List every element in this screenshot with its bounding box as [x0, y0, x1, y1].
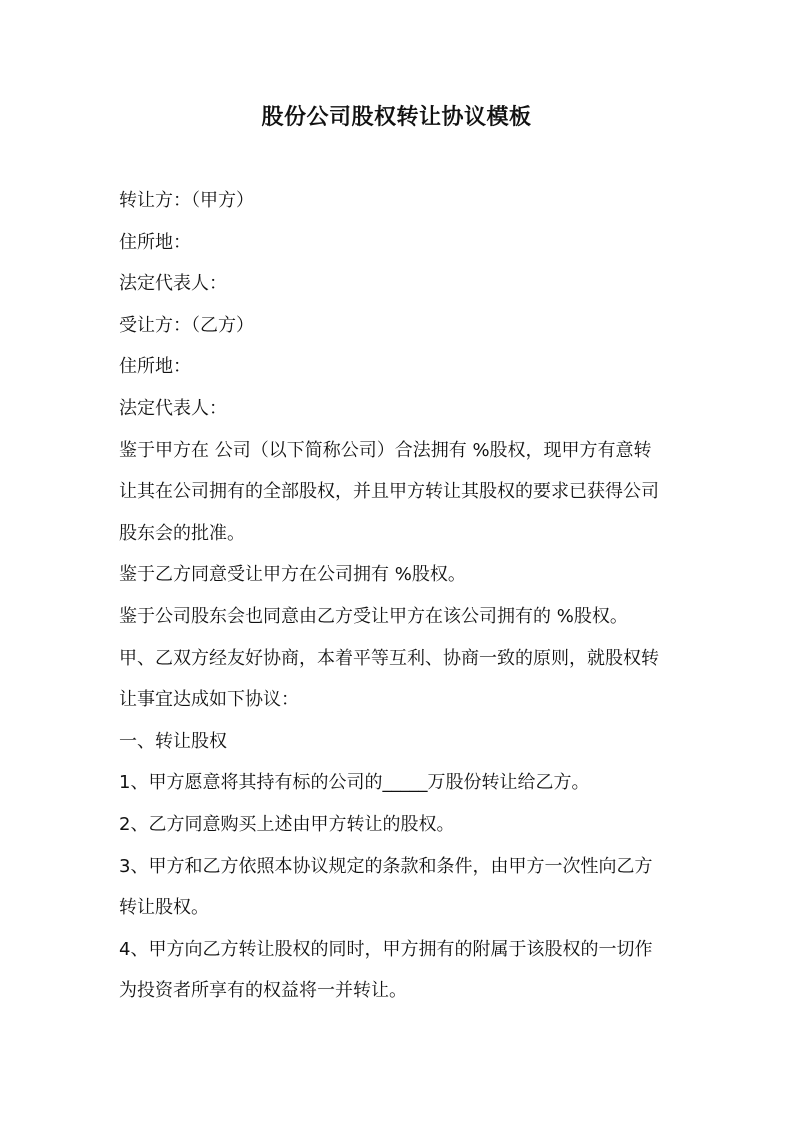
document-title: 股份公司股权转让协议模板 — [261, 105, 532, 130]
clause-line: 为投资者所享有的权益将一并转让。 — [119, 980, 407, 1002]
recital-paragraph-line: 鉴于乙方同意受让甲方在公司拥有 %股权。 — [119, 564, 466, 586]
clause-line: 4、甲方向乙方转让股权的同时，甲方拥有的附属于该股权的一切作 — [119, 938, 653, 960]
transferor-line: 转让方：（甲方） — [119, 190, 254, 211]
transferee-line: 受让方：（乙方） — [119, 314, 254, 336]
recital-paragraph-line: 鉴于公司股东会也同意由乙方受让甲方在该公司拥有的 %股权。 — [119, 605, 628, 627]
transferor-representative-line: 法定代表人： — [119, 273, 227, 295]
section-heading: 一、转让股权 — [119, 730, 227, 752]
clause-line: 转让股权。 — [119, 897, 209, 919]
recital-paragraph-line: 鉴于甲方在 公司（以下简称公司）合法拥有 %股权，现甲方有意转 — [119, 439, 652, 461]
clause-line: 1、甲方愿意将其持有标的公司的_____万股份转让给乙方。 — [119, 772, 590, 794]
agreement-intro-line: 让事宜达成如下协议： — [119, 689, 299, 711]
recital-paragraph-line: 让其在公司拥有的全部股权，并且甲方转让其股权的要求已获得公司 — [119, 481, 659, 503]
clause-line: 3、甲方和乙方依照本协议规定的条款和条件，由甲方一次性向乙方 — [119, 855, 653, 877]
transferor-address-line: 住所地： — [119, 231, 191, 253]
clause-line: 2、乙方同意购买上述由甲方转让的股权。 — [119, 813, 455, 835]
document-body — [119, 180, 679, 1012]
agreement-intro-line: 甲、乙双方经友好协商，本着平等互利、协商一致的原则，就股权转 — [119, 647, 659, 669]
transferee-representative-line: 法定代表人： — [119, 397, 227, 419]
transferee-address-line: 住所地： — [119, 356, 191, 378]
recital-paragraph-line: 股东会的批准。 — [119, 522, 245, 544]
